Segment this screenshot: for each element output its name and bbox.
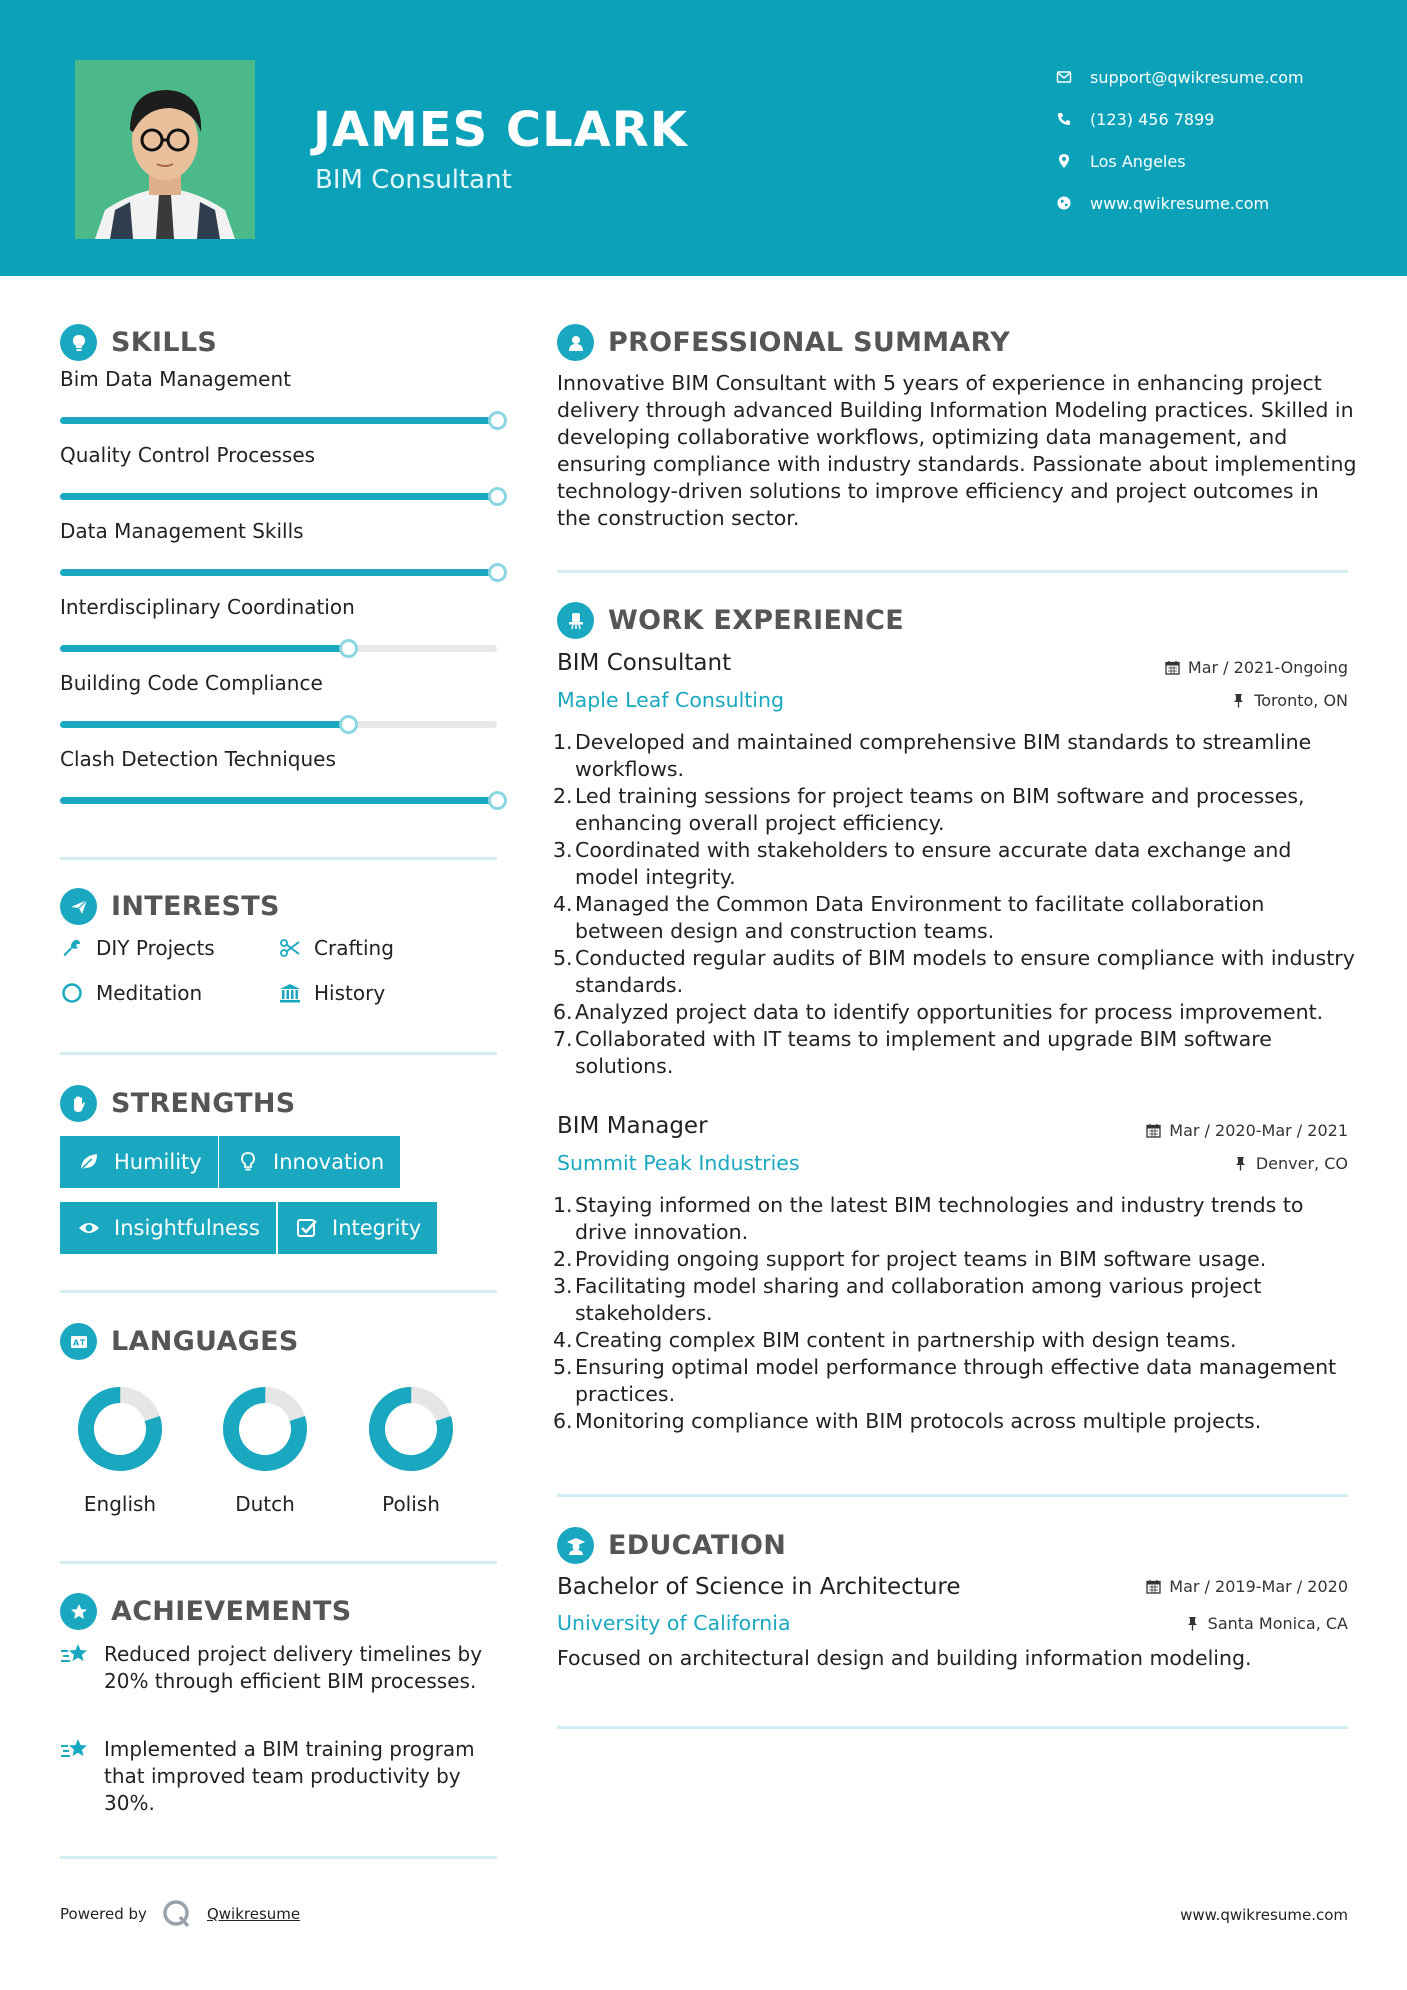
paper-plane-icon: [60, 888, 97, 925]
duty-item: 3. Facilitating model sharing and collaboration among various project stakeholders.: [553, 1274, 1262, 1325]
achievements-heading: [60, 1593, 352, 1630]
skill-bar: [60, 645, 497, 652]
section-divider: [60, 1856, 497, 1859]
school-name: University of California: [557, 1611, 791, 1635]
interest-item: [278, 981, 385, 1005]
job-title: BIM Consultant: [557, 650, 732, 676]
languages-heading: [60, 1323, 299, 1360]
duty-item: 3. Coordinated with stakeholders to ensure accurate data exchange and model integrity.: [553, 838, 1292, 889]
contact-location-text: Los Angeles: [1090, 151, 1186, 171]
resume-header: [0, 0, 1407, 276]
education-dates-text: Mar / 2019-Mar / 2020: [1169, 1577, 1348, 1596]
skill-bar-knob: [488, 563, 507, 582]
skill-item: [60, 443, 510, 519]
bank-icon: [278, 981, 302, 1005]
skill-bar: [60, 569, 497, 576]
job-dates-text: Mar / 2021-Ongoing: [1187, 658, 1348, 677]
duty-item: 1. Staying informed on the latest BIM technologies and industry trends to drive innovation.: [553, 1193, 1304, 1244]
job-company: Maple Leaf Consulting: [557, 688, 785, 712]
duty-text: Led training sessions for project teams on BIM software and processes, enhancing overall project efficiency.: [575, 784, 1305, 835]
leaf-icon: [76, 1150, 102, 1174]
skill-bar-fill: [60, 569, 497, 576]
skill-bar-knob: [488, 791, 507, 810]
skill-bar-fill: [60, 797, 497, 804]
language-name: Dutch: [235, 1492, 295, 1516]
strengths-heading: [60, 1085, 296, 1122]
interest-item: [60, 936, 215, 960]
calendar-icon: [1146, 1579, 1161, 1594]
footer-credit: [60, 1898, 300, 1930]
duty-item: 2. Led training sessions for project teams on BIM software and processes, enhancing overall project efficiency.: [553, 784, 1305, 835]
section-divider: [60, 1290, 497, 1293]
job-location: [1233, 1154, 1348, 1173]
duty-text: Facilitating model sharing and collaboration among various project stakeholders.: [575, 1274, 1262, 1325]
duty-item: 5. Conducted regular audits of BIM models to ensure compliance with industry standards.: [553, 946, 1355, 997]
job-location-text: Toronto, ON: [1254, 691, 1348, 710]
section-divider: [60, 1052, 497, 1055]
education-location: [1185, 1614, 1348, 1633]
calendar-icon: [1165, 660, 1180, 675]
duty-item: 4. Managed the Common Data Environment to facilitate collaboration between design and construction teams.: [553, 892, 1265, 943]
chair-icon: [557, 602, 594, 639]
duty-text: Ensuring optimal model performance through effective data management practices.: [575, 1355, 1337, 1406]
skill-name: Data Management Skills: [60, 519, 304, 543]
duty-text: Collaborated with IT teams to implement and upgrade BIM software solutions.: [575, 1027, 1272, 1078]
education-dates: [1146, 1577, 1348, 1596]
section-divider: [557, 570, 1348, 573]
skills-list: [60, 367, 510, 823]
pushpin-icon: [1233, 1156, 1248, 1171]
skill-bar-knob: [488, 411, 507, 430]
skill-item: [60, 747, 510, 823]
contact-phone-text: (123) 456 7899: [1090, 109, 1215, 129]
duty-item: 6. Analyzed project data to identify opportunities for process improvement.: [553, 1000, 1324, 1024]
user-icon: [557, 324, 594, 361]
lightbulb-icon: [60, 324, 97, 361]
language-icon: [60, 1323, 97, 1360]
duty-text: Conducted regular audits of BIM models to ensure compliance with industry standards.: [575, 946, 1355, 997]
shooting-star-icon: [60, 1736, 92, 1764]
skill-name: Quality Control Processes: [60, 443, 316, 467]
envelope-icon: [1052, 67, 1076, 87]
job-duties: [553, 729, 1357, 1080]
job-location: [1231, 691, 1348, 710]
contact-info: [1052, 56, 1392, 224]
duty-item: 2. Providing ongoing support for project teams in BIM software usage.: [553, 1247, 1267, 1271]
skill-bar-fill: [60, 417, 497, 424]
strength-badge: [60, 1202, 276, 1254]
interest-label: Meditation: [96, 981, 203, 1005]
contact-location: [1052, 140, 1392, 182]
interest-item: [60, 981, 202, 1005]
contact-website[interactable]: [1052, 182, 1392, 224]
contact-email-text: support@qwikresume.com: [1090, 67, 1304, 87]
globe-icon: [1052, 193, 1076, 213]
strength-badge: [219, 1136, 400, 1188]
scissors-icon: [278, 936, 302, 960]
job-title: BIM Manager: [557, 1113, 708, 1139]
strength-label: Insightfulness: [114, 1216, 260, 1240]
contact-email[interactable]: [1052, 56, 1392, 98]
skill-item: [60, 671, 510, 747]
strength-label: Innovation: [273, 1150, 385, 1174]
svg-text:A: A: [72, 1338, 79, 1347]
check-square-icon: [294, 1216, 320, 1240]
candidate-title: BIM Consultant: [315, 165, 512, 195]
duty-text: Monitoring compliance with BIM protocols across multiple projects.: [575, 1409, 1262, 1433]
wrench-icon: [60, 936, 84, 960]
circle-icon: [60, 981, 84, 1005]
strengths-title: STRENGTHS: [111, 1088, 296, 1119]
duty-text: Analyzed project data to identify opportunities for process improvement.: [575, 1000, 1324, 1024]
experience-title: WORK EXPERIENCE: [608, 605, 904, 636]
skill-name: Bim Data Management: [60, 367, 291, 391]
education-location-text: Santa Monica, CA: [1207, 1614, 1348, 1633]
interests-heading: [60, 888, 280, 925]
job-duties: [553, 1192, 1357, 1435]
map-pin-icon: [1052, 151, 1076, 171]
powered-by-text: Powered by: [60, 1905, 147, 1923]
language-item: [60, 1384, 180, 1516]
lightbulb-icon: [235, 1150, 261, 1174]
star-badge-icon: [60, 1593, 97, 1630]
skill-bar-fill: [60, 645, 348, 652]
skill-item: [60, 367, 510, 443]
interest-label: History: [314, 981, 386, 1005]
duty-text: Providing ongoing support for project teams in BIM software usage.: [575, 1247, 1267, 1271]
job-dates: [1165, 658, 1348, 677]
interest-item: [278, 936, 394, 960]
contact-website-text: www.qwikresume.com: [1090, 193, 1270, 213]
section-divider: [60, 857, 497, 860]
language-item: [205, 1384, 325, 1516]
summary-text: Innovative BIM Consultant with 5 years of experience in enhancing project delivery through advanced Building Information Modeling practices. Skilled in developing collaborative workflows, optimizing data management, and ensuring compliance with industry standards. Passionate about implementing technology-driven solutions to improve efficiency and project outcomes in the construction sector.: [557, 371, 1357, 530]
qwikresume-logo-icon: [161, 1898, 193, 1930]
skill-bar-knob: [488, 487, 507, 506]
job-dates-text: Mar / 2020-Mar / 2021: [1169, 1121, 1348, 1140]
language-donut: [75, 1384, 165, 1474]
degree-title: Bachelor of Science in Architecture: [557, 1574, 961, 1600]
interest-label: Crafting: [314, 936, 394, 960]
skill-name: Building Code Compliance: [60, 671, 323, 695]
experience-heading: [557, 602, 904, 639]
duty-item: 1. Developed and maintained comprehensive BIM standards to streamline workflows.: [553, 730, 1312, 781]
language-donut: [366, 1384, 456, 1474]
interests-title: INTERESTS: [111, 891, 280, 922]
language-donut: [220, 1384, 310, 1474]
skill-item: [60, 519, 510, 595]
duty-text: Managed the Common Data Environment to facilitate collaboration between design and construction teams.: [575, 892, 1265, 943]
hand-icon: [60, 1085, 97, 1122]
duty-text: Staying informed on the latest BIM technologies and industry trends to drive innovation.: [575, 1193, 1304, 1244]
skill-bar: [60, 493, 497, 500]
skills-heading: [60, 324, 217, 361]
strength-label: Humility: [114, 1150, 202, 1174]
eye-icon: [76, 1216, 102, 1240]
summary-heading: [557, 324, 1010, 361]
duty-item: 4. Creating complex BIM content in partnership with design teams.: [553, 1328, 1237, 1352]
achievement-item: [60, 1736, 500, 1817]
education-description: Focused on architectural design and building information modeling.: [557, 1646, 1252, 1670]
skill-name: Interdisciplinary Coordination: [60, 595, 355, 619]
graduate-icon: [557, 1527, 594, 1564]
interest-label: DIY Projects: [96, 936, 215, 960]
candidate-name: JAMES CLARK: [313, 102, 688, 158]
achievements-title: ACHIEVEMENTS: [111, 1596, 352, 1627]
brand-link[interactable]: Qwikresume: [206, 1905, 301, 1923]
achievement-text: Implemented a BIM training program that improved team productivity by 30%.: [104, 1737, 475, 1815]
skill-item: [60, 595, 510, 671]
language-item: [351, 1384, 471, 1516]
calendar-icon: [1146, 1123, 1161, 1138]
strength-badge: [60, 1136, 218, 1188]
skill-name: Clash Detection Techniques: [60, 747, 336, 771]
skill-bar: [60, 417, 497, 424]
skills-title: SKILLS: [111, 327, 218, 358]
section-divider: [60, 1561, 497, 1564]
achievement-item: [60, 1641, 500, 1695]
skill-bar: [60, 797, 497, 804]
languages-title: LANGUAGES: [111, 1326, 299, 1357]
summary-title: PROFESSIONAL SUMMARY: [608, 327, 1011, 358]
skill-bar-knob: [339, 639, 358, 658]
education-heading: [557, 1527, 786, 1564]
education-title: EDUCATION: [608, 1530, 787, 1561]
pushpin-icon: [1231, 693, 1246, 708]
profile-photo: [75, 60, 255, 239]
job-company: Summit Peak Industries: [557, 1151, 800, 1175]
duty-item: 7. Collaborated with IT teams to implement and upgrade BIM software solutions.: [553, 1027, 1272, 1078]
duty-text: Developed and maintained comprehensive BIM standards to streamline workflows.: [575, 730, 1312, 781]
phone-icon: [1052, 109, 1076, 129]
skill-bar-fill: [60, 493, 497, 500]
pushpin-icon: [1185, 1616, 1200, 1631]
section-divider: [557, 1494, 1348, 1497]
skill-bar: [60, 721, 497, 728]
strength-label: Integrity: [332, 1216, 422, 1240]
job-dates: [1146, 1121, 1348, 1140]
skill-bar-knob: [339, 715, 358, 734]
duty-text: Coordinated with stakeholders to ensure accurate data exchange and model integrity.: [575, 838, 1292, 889]
job-location-text: Denver, CO: [1255, 1154, 1348, 1173]
contact-phone[interactable]: [1052, 98, 1392, 140]
language-name: English: [83, 1492, 157, 1516]
duty-item: 5. Ensuring optimal model performance through effective data management practices.: [553, 1355, 1337, 1406]
achievement-text: Reduced project delivery timelines by 20% through efficient BIM processes.: [104, 1642, 483, 1693]
strength-badge: [278, 1202, 437, 1254]
footer-website[interactable]: www.qwikresume.com: [1180, 1906, 1348, 1924]
duty-item: 6. Monitoring compliance with BIM protocols across multiple projects.: [553, 1409, 1262, 1433]
section-divider: [557, 1726, 1348, 1729]
duty-text: Creating complex BIM content in partnership with design teams.: [575, 1328, 1237, 1352]
language-name: Polish: [382, 1492, 440, 1516]
skill-bar-fill: [60, 721, 348, 728]
shooting-star-icon: [60, 1641, 92, 1669]
